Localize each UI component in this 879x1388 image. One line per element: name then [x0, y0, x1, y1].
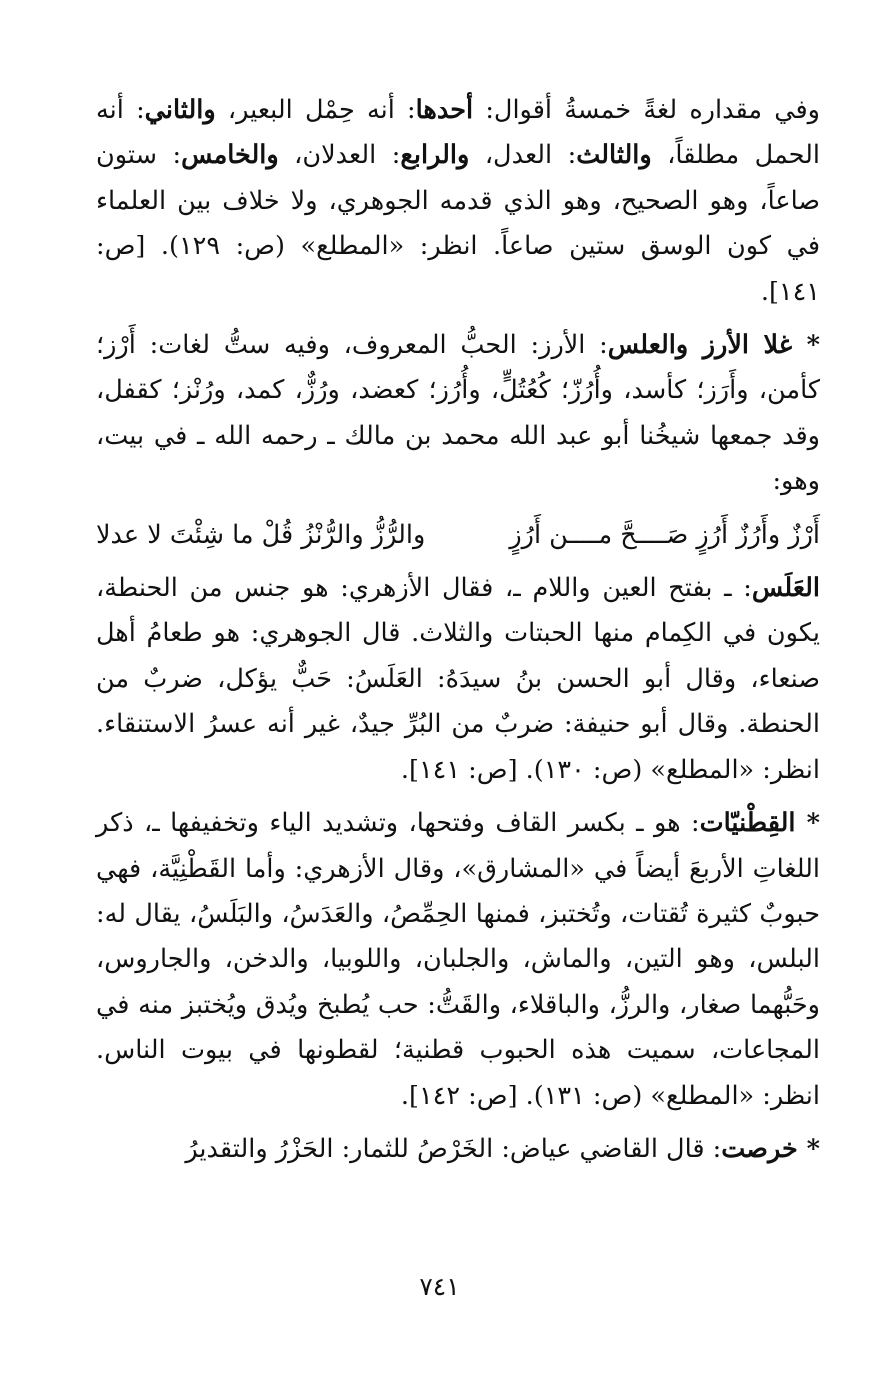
paragraph-wasq-definition [96, 88, 820, 315]
text: : أنه حِمْل البعير، [215, 95, 416, 125]
verse-first-hemistich: أَرْزٌ وأَرُزٌ أَرُزٍ صَــــحَّ مــــن أَرُزٍ [509, 519, 820, 550]
text: : ستون صاعاً، وهو الصحيح، وهو الذي قدمه الجوهري، ولا خلاف بين العلماء في كون الوسق ستين صاعاً. انظر: «المطلع» (ص: ١٢٩). [ص: ١٤١]. [96, 140, 821, 307]
entry-body: : ـ بفتح العين واللام ـ، فقال الأزهري: هو جنس من الحنطة، يكون في الكِمام منها الحبتات والثلاث. قال الجوهري: هو طعامُ أهل صنعاء، وقال أبو الحسن بنُ سيدَهُ: العَلَسُ: حَبٌّ يؤكل، ضربٌ من الحنطة. وقال أبو حنيفة: ضربٌ من البُرِّ جيدٌ، غير أنه عسرُ الاستنقاء. انظر: «المطلع» (ص: ١٣٠). [ص: ١٤١]. [96, 573, 820, 785]
entry-title: * خرصت [721, 1133, 820, 1164]
entry-body: : قال القاضي عياض: الخَرْصُ للثمار: الحَزْرُ والتقديرُ [185, 1133, 722, 1164]
bold-term: والرابع [400, 140, 470, 171]
paragraph-qitniyyat-entry [96, 801, 820, 1119]
poetry-verse [96, 513, 820, 558]
entry-body: : الأرز: الحبُّ المعروف، وفيه ستُّ لغات: أَرْز؛ كأمن، وأَرَز؛ كأسد، وأُرُزّ؛ كُعُتُلٍّ، وأُرُز؛ كعضد، ورُزٌّ، كمد، ورُنْز؛ كقفل، وقد جمعها شيخُنا أبو عبد الله محمد بن مالك ـ رحمه الله ـ في بيت، وهو: [96, 330, 820, 497]
text: : أنه الحمل مطلقاً، [96, 95, 820, 171]
bold-term: والثاني [144, 95, 216, 125]
paragraph-alas-entry [96, 566, 820, 793]
paragraph-kharast-entry [96, 1127, 820, 1172]
entry-title: العَلَس [751, 573, 820, 604]
bold-term: والخامس [181, 140, 279, 171]
page-body [96, 88, 820, 1172]
text: : العدل، [469, 140, 577, 171]
verse-second-hemistich: والرُّزُّ والرُّنْزُ قُلْ ما شِئْتَ لا عدلا [96, 519, 426, 550]
bold-term: أحدها [415, 95, 474, 125]
entry-body: : هو ـ بكسر القاف وفتحها، وتشديد الياء وتخفيفها ـ، ذكر اللغاتِ الأربعَ أيضاً في «المشارق»، وقال الأزهري: وأما القَطْنِيَّة، فهي حبوبٌ كثيرة تُقتات، وتُختبز، فمنها الحِمِّصُ، والعَدَسُ، والبَلَسُ، يقال له: البلس، وهو التين، والماش، والجلبان، واللوبيا، والدخن، والجاروس، وحَبُّهما صغار، والرزُّ، والباقلاء، والقَتُّ: حب يُطبخ ويُدق ويُختبز منه في المجاعات، سميت هذه الحبوب قطنية؛ لقطونها في بيوت الناس. انظر: «المطلع» (ص: ١٣١). [ص: ١٤٢]. [96, 808, 820, 1111]
text: : العدلان، [278, 140, 401, 171]
page-number: ٧٤١ [419, 1272, 460, 1301]
bold-term: والثالث [576, 140, 652, 171]
text: وفي مقداره لغةً خمسةُ أقوال: [473, 95, 820, 125]
paragraph-rice-entry [96, 323, 820, 505]
entry-title: * غلا الأرز والعلس [607, 330, 820, 361]
entry-title: * القِطْنيّات [699, 808, 820, 839]
